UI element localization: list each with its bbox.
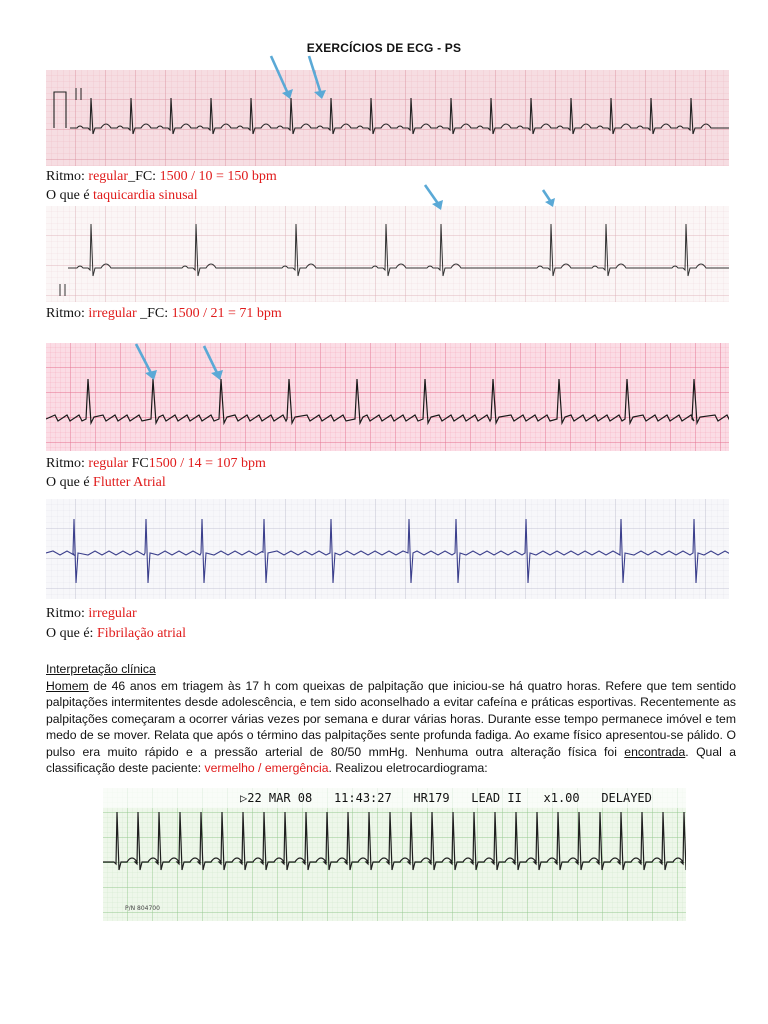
- clinical-text-3: . Realizou eletrocardiograma:: [328, 761, 488, 775]
- ecg-strip-4-trace: [46, 499, 729, 599]
- ritmo-label: Ritmo:: [46, 306, 85, 321]
- ritmo-label: Ritmo:: [46, 606, 85, 621]
- ecg-strip-4: [46, 499, 729, 599]
- fc-value: 1500 / 21 = 71 bpm: [171, 306, 282, 321]
- ritmo-value: regular: [88, 169, 129, 184]
- ecg-strip-1: [46, 70, 729, 166]
- ecg-strip-2: [46, 206, 729, 302]
- fc-value: 1500 / 14 = 107 bpm: [148, 456, 266, 471]
- oque-value: Flutter Atrial: [93, 475, 166, 490]
- monitor-mode: DELAYED: [601, 791, 652, 805]
- arrow-icon: [128, 338, 238, 388]
- clinical-heading: Interpretação clínica: [46, 662, 156, 676]
- ritmo-label: Ritmo:: [46, 456, 85, 471]
- exercise-4-ritmo-line: [46, 606, 137, 622]
- exercise-3-ritmo-line: [46, 456, 266, 472]
- monitor-hr: HR179: [413, 791, 450, 805]
- clinical-subject: Homem: [46, 678, 89, 693]
- exercise-3-oque-line: [46, 475, 166, 491]
- arrow-icon: [420, 180, 570, 216]
- fc-value: 1500 / 10 = 150 bpm: [159, 169, 277, 184]
- ecg-monitor-trace: [103, 788, 686, 921]
- monitor-serial: P/N 804700: [125, 905, 160, 912]
- ritmo-value: irregular: [88, 306, 137, 321]
- fc-label: _FC:: [140, 306, 169, 321]
- clinical-found: encontrada: [624, 744, 686, 759]
- ritmo-value: irregular: [88, 606, 137, 621]
- ecg-monitor-strip: [103, 788, 686, 921]
- ecg-strip-1-trace: [46, 70, 729, 166]
- exercise-2-ritmo-line: [46, 306, 282, 322]
- oque-label: O que é: [46, 475, 90, 490]
- clinical-interpretation: [46, 661, 736, 777]
- oque-label: O que é:: [46, 626, 94, 641]
- ritmo-value: regular: [88, 456, 129, 471]
- page-title: EXERCÍCIOS DE ECG - PS: [306, 41, 462, 55]
- ritmo-label: Ritmo:: [46, 169, 85, 184]
- oque-value: taquicardia sinusal: [93, 188, 198, 203]
- arrow-icon: [265, 52, 345, 107]
- clinical-text-2: . Qual a classificação deste paciente:: [46, 744, 736, 775]
- clinical-classification: vermelho / emergência: [204, 761, 329, 775]
- exercise-1-ritmo-line: [46, 169, 277, 185]
- monitor-gain: x1.00: [543, 791, 580, 805]
- exercise-4-oque-line: [46, 626, 186, 642]
- oque-label: O que é: [46, 188, 90, 203]
- monitor-lead: LEAD II: [471, 791, 522, 805]
- monitor-time: 11:43:27: [333, 791, 392, 805]
- ecg-strip-2-trace: [46, 206, 729, 302]
- clinical-text-1: de 46 anos em triagem às 17 h com queixas de palpitação que iniciou-se há quatro horas. Refere que tem sentido palpitações intermitentes desde adolescência, e tem sido aconselhado a evitar cafeína e práticas esportivas. Recentemente as palpitações começaram a ocorrer várias vezes por semana e durar várias horas. Durante esse tempo permanece imóvel e tem medo de se mover. Relata que após o término das palpitações sente profunda fadiga. Ao exame físico apresentou-se pálido. O pulso era muito rápido e a pressão arterial de 80/50 mmHg. Nenhuma outra alteração física foi: [46, 678, 736, 759]
- monitor-date: ▷22 MAR 08: [240, 791, 313, 805]
- monitor-header: [240, 791, 652, 805]
- clinical-paragraph: [46, 678, 736, 777]
- exercise-1-oque-line: [46, 188, 198, 204]
- oque-value: Fibrilação atrial: [96, 626, 186, 641]
- fc-label: _FC:: [128, 169, 157, 184]
- fc-label: FC: [131, 456, 149, 471]
